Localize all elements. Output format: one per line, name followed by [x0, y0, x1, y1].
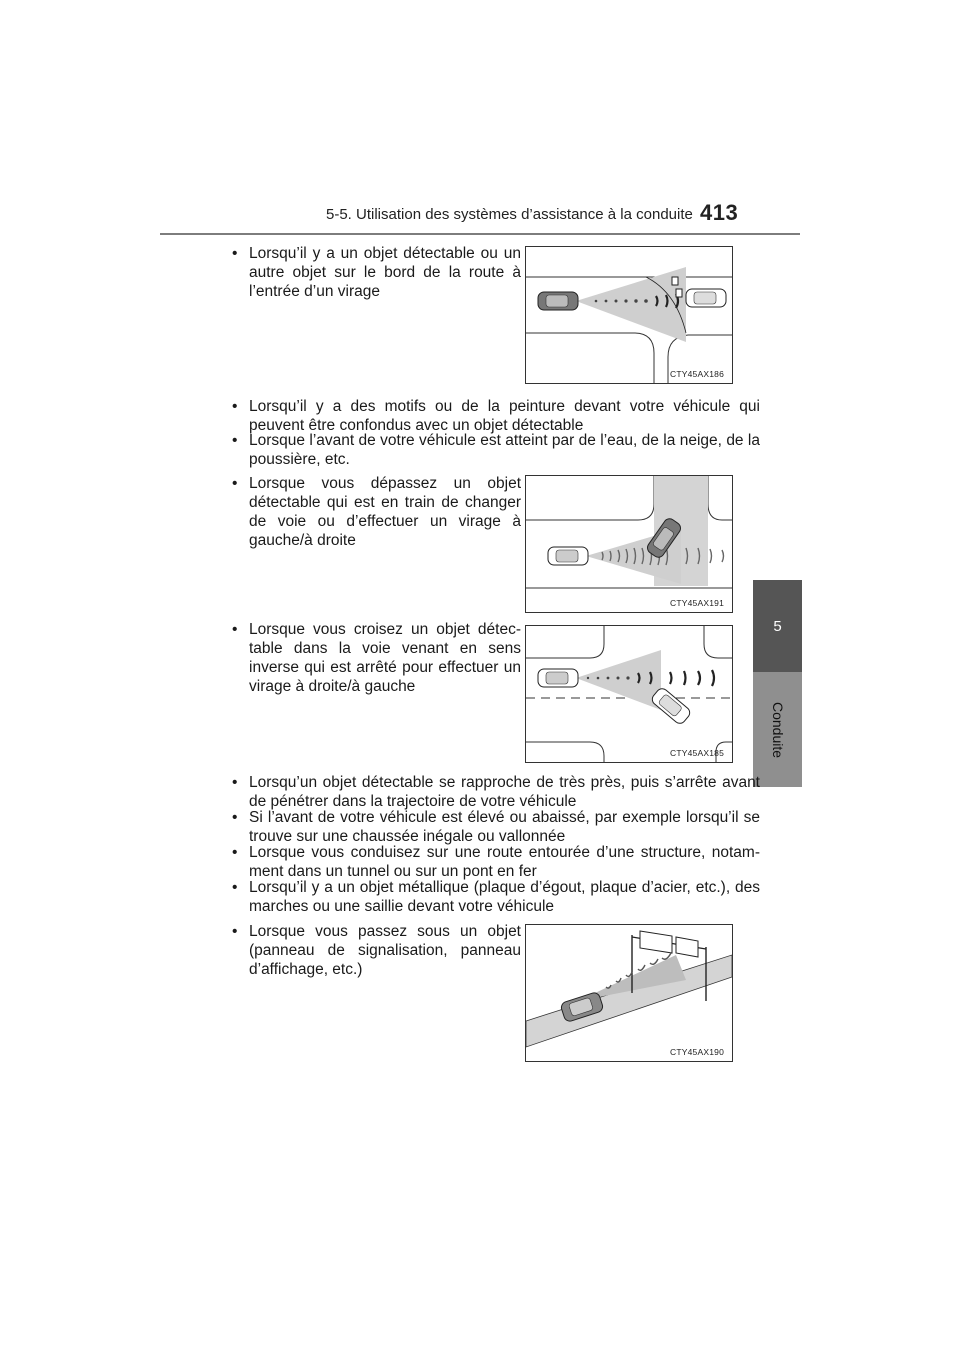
list-item — [232, 474, 521, 550]
list-item-text: Lorsque vous croisez un objet détec-table dans la voie venant en sens inverse qui est arrêté pour effectuer un virage à droite/à gauche — [249, 621, 521, 695]
list-item-text: Lorsqu’il y a un objet détectable ou un autre objet sur le bord de la route à l’entrée d’un virage — [249, 245, 521, 300]
figure-code: CTY45AX190 — [670, 1047, 724, 1057]
chapter-tab — [753, 672, 802, 787]
chapter-tab-label: Conduite — [769, 701, 786, 758]
figure-code: CTY45AX185 — [670, 748, 724, 758]
header-divider — [160, 233, 800, 235]
bullet-marker: • — [232, 621, 238, 638]
list-item-text: Si l’avant de votre véhicule est élevé ou abaissé, par exemple lorsqu’il se trouve sur une chaussée inégale ou vallonnée — [249, 809, 760, 845]
list-item-text: Lorsque l’avant de votre véhicule est atteint par de l’eau, de la neige, de la poussière, etc. — [249, 432, 760, 468]
figure-curve-roadside — [525, 246, 733, 384]
own-vehicle — [538, 292, 578, 310]
figure-overtaking-turning — [525, 475, 733, 613]
chapter-tab-number: 5 — [753, 580, 802, 672]
bullet-marker: • — [232, 432, 238, 449]
own-vehicle — [538, 669, 578, 687]
figure-curve-illustration — [526, 247, 732, 383]
list-item-text: Lorsque vous conduisez sur une route entourée d’une structure, notam-ment dans un tunnel ou sur un pont en fer — [249, 844, 760, 880]
bullet-marker: • — [232, 774, 238, 791]
bullet-marker: • — [232, 809, 238, 826]
list-item-text: Lorsqu’il y a des motifs ou de la peinture devant votre véhicule qui peuvent être confondus avec un objet détectable — [249, 398, 760, 434]
page-number: 413 — [700, 200, 739, 225]
list-item — [232, 878, 760, 916]
list-item-text: Lorsqu’il y a un objet métallique (plaque d’égout, plaque d’acier, etc.), des marches ou une saillie devant votre véhicule — [249, 879, 760, 915]
list-item — [232, 922, 521, 979]
figure-sign-illustration — [526, 925, 732, 1061]
figure-oncoming-turning — [525, 625, 733, 763]
bullet-marker: • — [232, 923, 238, 940]
figure-overhead-sign — [525, 924, 733, 1062]
section-title: 5-5. Utilisation des systèmes d’assistance à la conduite — [326, 206, 693, 223]
oncoming-vehicle — [650, 686, 692, 726]
bullet-marker: • — [232, 879, 238, 896]
list-item — [232, 244, 521, 301]
bullet-marker: • — [232, 398, 238, 415]
bullet-marker: • — [232, 844, 238, 861]
parked-vehicle — [686, 289, 726, 307]
list-item-text: Lorsque vous passez sous un objet (panneau de signalisation, panneau d’affichage, etc.) — [249, 923, 521, 978]
list-item-text: Lorsque vous dépassez un objet détectable qui est en train de changer de voie ou d’effectuer un virage à gauche/à droite — [249, 475, 521, 549]
list-item — [232, 843, 760, 881]
figure-code: CTY45AX186 — [670, 369, 724, 379]
own-vehicle — [548, 547, 588, 565]
figure-oncoming-illustration — [526, 626, 732, 762]
list-item — [232, 773, 760, 811]
list-item-text: Lorsqu’un objet détectable se rapproche de très près, puis s’arrête avant de pénétrer dans la trajectoire de votre véhicule — [249, 774, 760, 810]
figure-turning-illustration — [526, 476, 732, 612]
list-item — [232, 620, 521, 696]
bullet-marker: • — [232, 245, 238, 262]
list-item — [232, 431, 760, 469]
list-item — [232, 808, 760, 846]
list-item — [232, 397, 760, 435]
figure-code: CTY45AX191 — [670, 598, 724, 608]
bullet-marker: • — [232, 475, 238, 492]
